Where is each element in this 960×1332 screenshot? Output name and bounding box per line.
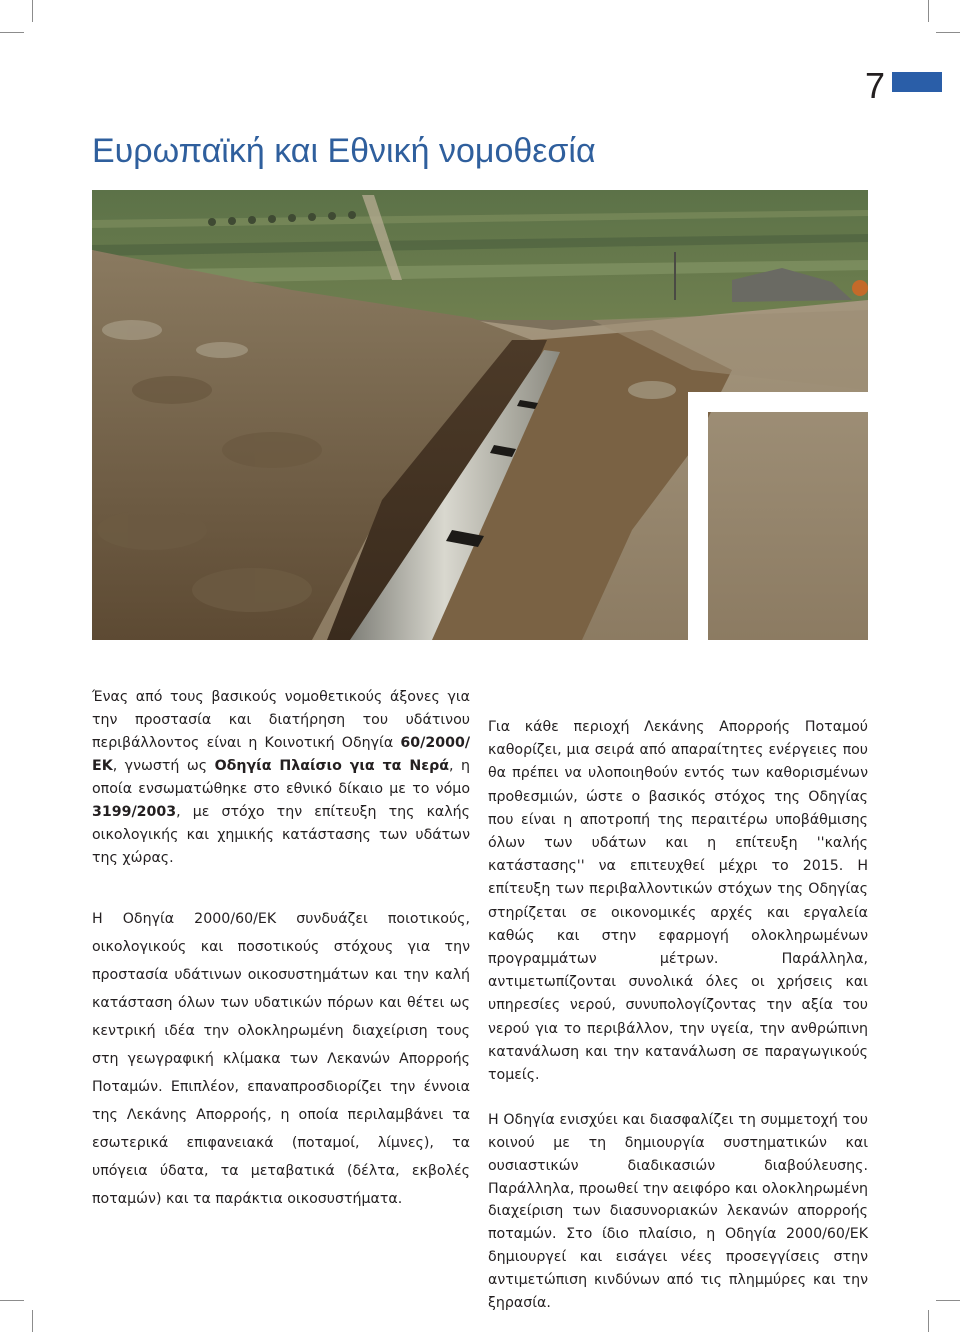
crop-mark [32,0,33,22]
text-run: Ένας από τους βασικούς νομοθετικούς άξονες για την προστασία και διατήρηση του υδάτινου περιβάλλοντος είναι η Κοινοτική Οδηγία [92,689,470,751]
crop-mark [0,32,24,33]
paragraph-intro [92,686,470,870]
law-number: 3199/2003 [92,804,177,820]
text-run: , με στόχο την επίτευξη της καλής οικολογικής και χημικής κατάστασης των υδάτων της χώρας. [92,804,470,866]
page-title: Ευρωπαϊκή και Εθνική νομοθεσία [92,132,596,170]
crop-mark [936,32,960,33]
right-column [488,716,868,1314]
photo-inset-frame [688,392,868,640]
left-column [92,686,470,1213]
directive-name: Οδηγία Πλαίσιο για τα Νερά [214,758,449,774]
text-run: , η οποία ενσωματώθηκε στο εθνικό δίκαιο με το νόμο [92,758,470,797]
machinery [852,280,868,296]
directive-number: 60/2000/ΕΚ [92,735,470,774]
crop-mark [936,1300,960,1301]
paragraph-directive-goals: Η Οδηγία 2000/60/ΕΚ συνδυάζει ποιοτικούς, οικολογικούς και ποσοτικούς στόχους για την προστασία υδάτινων οικοσυστημάτων και την καλή κατάσταση όλων των υδατικών πόρων και θέτει ως κεντρική ιδέα την ολοκληρωμένη διαχείριση τους στη γεωγραφική κλίμακα των Λεκανών Απορροής Ποταμών. Επιπλέον, επαναπροσδιορίζει την έννοια της Λεκάνης Απορροής, η οποία περιλαμβάνει τα εσωτερικά επιφανειακά (ποταμοί, λίμνες), τα υπόγεια ύδατα, τα μεταβατικά (δέλτα, εκβολές ποταμών) και τα παράκτια οικοσυστήματα. [92,911,470,1207]
text-run: , γνωστή ως [112,758,215,774]
paragraph-public-participation: Η Οδηγία ενισχύει και διασφαλίζει τη συμμετοχή του κοινού με τη δημιουργία συστηματικών και ουσιαστικών διαδικασιών διαβούλευσης. Παράλληλα, προωθεί την αειφόρο και ολοκληρωμένη διαχείριση των διασυνοριακών λεκανών απορροής ποταμών. Στο ίδιο πλαίσιο, η Οδηγία 2000/60/ΕΚ δημιουργεί και εισάγει νέες προσεγγίσεις στην αντιμετώπιση κινδύνων από τις πλημμύρες και την ξηρασία. [488,1112,868,1311]
crop-mark [0,1300,24,1301]
crop-mark [32,1310,33,1332]
crop-mark [928,0,929,22]
page-number: 7 [864,65,886,106]
crop-mark [928,1310,929,1332]
page-tab-accent [892,72,942,92]
paragraph-river-basin-actions: Για κάθε περιοχή Λεκάνης Απορροής Ποταμού καθορίζει, μια σειρά από απαραίτητες ενέργειες που θα πρέπει να υλοποιηθούν εντός των καθορισμένων προθεσμιών, ώστε ο βασικός στόχος της Οδηγίας που είναι η αποτροπή της περαιτέρω υποβάθμισης όλων των υδάτων και η επίτευξη ''καλής κατάστασης'' να επιτευχθεί μέχρι το 2015. Η επίτευξη των περιβαλλοντικών στόχων της Οδηγίας στηρίζεται σε οικονομικές αρχές και εργαλεία καθώς και στην εφαρμογή ολοκληρωμένων προγραμμάτων μέτρων. Παράλληλα, αντιμετωπίζονται συνολικά όλες οι χρήσεις και υπηρεσίες νερού, συνυπολογίζοντας την αξία του νερού για το περιβάλλον, την υγεία, την ανθρώπινη κατανάλωση και την κατανάλωση σε παραγωγικούς τομείς. [488,719,868,1084]
